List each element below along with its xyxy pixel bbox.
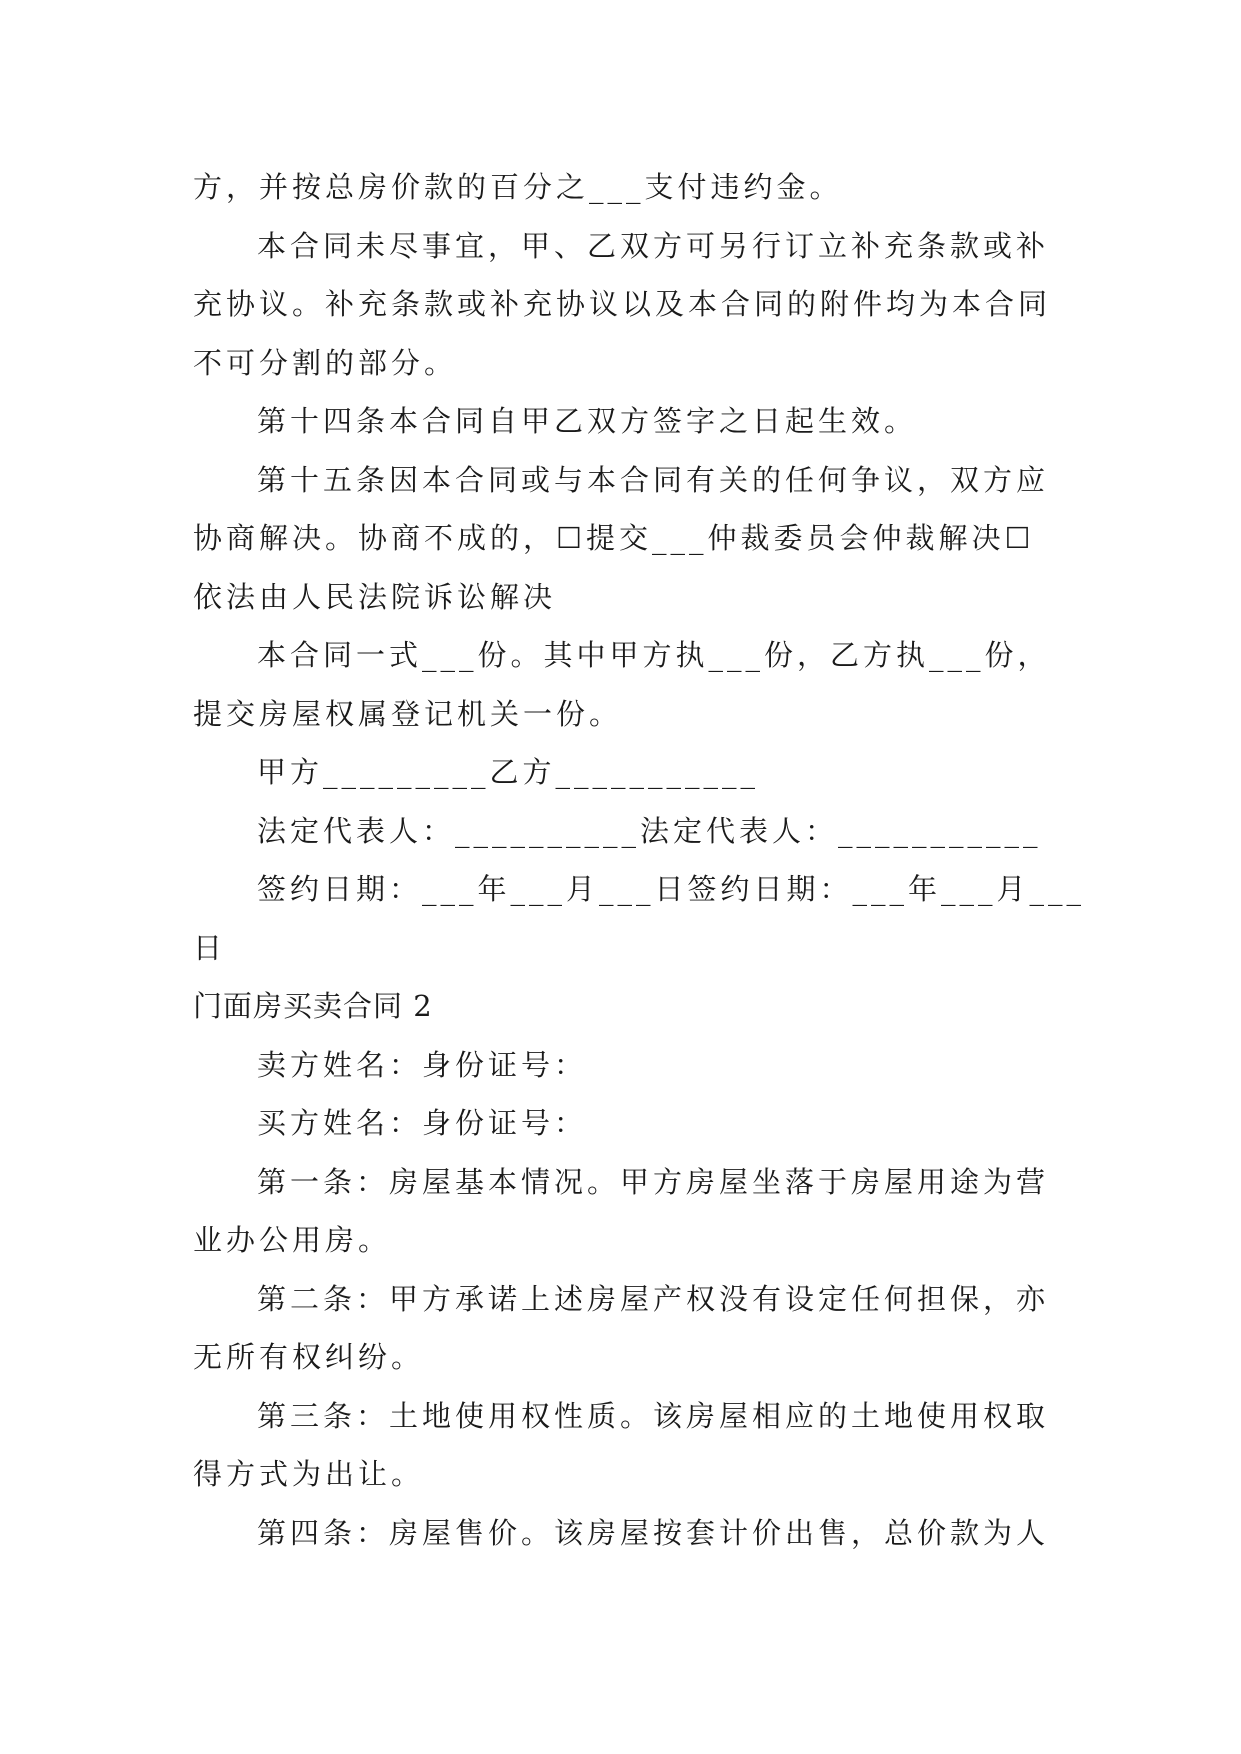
paragraph-line: 买方姓名：身份证号： xyxy=(257,1106,588,1140)
paragraph-line: 卖方姓名：身份证号： xyxy=(257,1047,588,1082)
paragraph-line: 提交房屋权属登记机关一份。 xyxy=(193,696,623,731)
signature-line-parties: 甲方_________乙方___________ xyxy=(257,755,760,789)
paragraph-line: 协商解决。协商不成的，☐提交___仲裁委员会仲裁解决☐ xyxy=(193,521,1035,555)
paragraph-line: 业办公用房。 xyxy=(193,1223,392,1257)
paragraph-line: 得方式为出让。 xyxy=(193,1457,425,1491)
paragraph-line: 第二条：甲方承诺上述房屋产权没有设定任何担保，亦 xyxy=(257,1281,1050,1316)
signature-line-dates: 签约日期：___年___月___日签约日期：___年___月___ xyxy=(257,872,1086,906)
paragraph-line: 不可分割的部分。 xyxy=(193,345,458,380)
paragraph-line: 第十四条本合同自甲乙双方签字之日起生效。 xyxy=(257,404,918,438)
paragraph-line: 充协议。补充条款或补充协议以及本合同的附件均为本合同 xyxy=(193,287,1052,321)
paragraph-line: 第三条：土地使用权性质。该房屋相应的土地使用权取 xyxy=(257,1398,1050,1433)
paragraph-line: 依法由人民法院诉讼解决 xyxy=(193,579,557,614)
signature-line-representatives: 法定代表人：__________法定代表人：___________ xyxy=(257,813,1042,848)
paragraph-line: 方，并按总房价款的百分之___支付违约金。 xyxy=(193,170,843,204)
paragraph-line: 本合同一式___份。其中甲方执___份，乙方执___份， xyxy=(257,638,1051,672)
paragraph-line: 本合同未尽事宜，甲、乙双方可另行订立补充条款或补 xyxy=(257,228,1050,263)
paragraph-line: 无所有权纠纷。 xyxy=(193,1340,425,1374)
paragraph-line: 第十五条因本合同或与本合同有关的任何争议，双方应 xyxy=(257,462,1050,497)
paragraph-line: 第四条：房屋售价。该房屋按套计价出售，总价款为人 xyxy=(257,1515,1050,1550)
paragraph-line: 日 xyxy=(193,930,227,965)
section-title: 门面房买卖合同 2 xyxy=(193,989,433,1023)
document-body xyxy=(193,158,1086,1562)
paragraph-line: 第一条：房屋基本情况。甲方房屋坐落于房屋用途为营 xyxy=(257,1164,1050,1199)
